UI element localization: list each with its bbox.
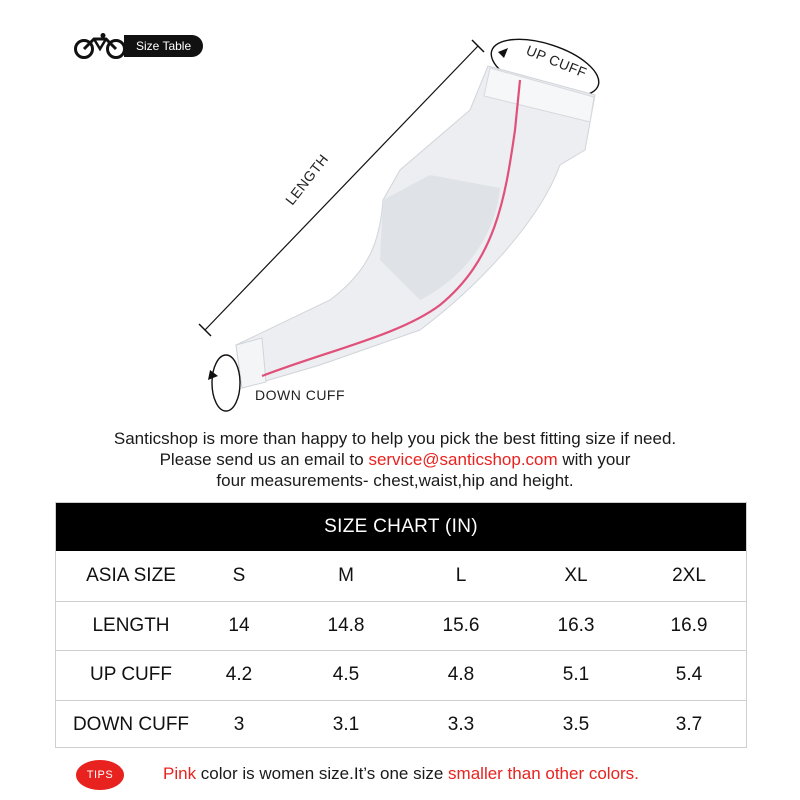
size-chart-row-label: LENGTH — [92, 614, 170, 636]
tips-middle: color is women size.It’s one size — [196, 764, 449, 783]
size-chart-cell: 2XL — [672, 564, 706, 586]
email-link[interactable]: service@santicshop.com — [368, 450, 558, 469]
size-chart-cell: L — [455, 564, 467, 586]
size-chart-cell: XL — [564, 564, 588, 586]
intro-text — [0, 428, 790, 491]
intro-line-2-end: with your — [557, 450, 631, 469]
up-cuff-label: UP CUFF — [524, 42, 590, 81]
size-chart-cell: 4.5 — [332, 664, 360, 686]
size-chart-cell: 3.1 — [332, 713, 360, 735]
size-chart-cell: 14.8 — [327, 614, 365, 636]
length-label: LENGTH — [282, 150, 332, 208]
size-chart-row — [56, 551, 746, 601]
intro-line-2-start: Please send us an email to — [159, 450, 369, 469]
size-chart-cell: 5.4 — [675, 664, 703, 686]
size-chart-cell: 3.7 — [675, 713, 703, 735]
size-chart-cell: 3 — [233, 713, 245, 735]
size-chart-cell: 4.2 — [225, 664, 253, 686]
size-chart-row — [56, 700, 746, 750]
size-chart-rows — [56, 551, 746, 749]
size-chart-title: SIZE CHART (IN) — [56, 503, 746, 551]
size-chart-cell: 16.3 — [557, 614, 595, 636]
intro-line-2 — [0, 449, 790, 470]
intro-line-3: four measurements- chest,waist,hip and height. — [216, 471, 574, 490]
size-chart-cell: 15.6 — [442, 614, 480, 636]
size-chart-row — [56, 601, 746, 651]
size-table-label: Size Table — [124, 35, 203, 57]
size-chart-row-label: ASIA SIZE — [86, 564, 176, 586]
down-cuff-measure — [208, 355, 240, 411]
size-chart-cell: 16.9 — [670, 614, 708, 636]
size-chart-row — [56, 650, 746, 700]
size-chart-row-label: DOWN CUFF — [72, 713, 190, 735]
size-chart-cell: 4.8 — [447, 664, 475, 686]
intro-line-1: Santicshop is more than happy to help you pick the best fitting size if need. — [113, 429, 677, 448]
tips-badge: TIPS — [76, 760, 124, 790]
size-chart-cell: 3.3 — [447, 713, 475, 735]
down-cuff-label: DOWN CUFF — [255, 387, 346, 403]
size-chart-row-label: UP CUFF — [90, 664, 172, 686]
sleeve-image — [236, 66, 595, 388]
tips-pink-word: Pink — [163, 764, 197, 783]
size-chart-cell: 14 — [228, 614, 250, 636]
tips-emphasis: smaller than other colors. — [448, 764, 639, 783]
size-chart-cell: M — [338, 564, 354, 586]
tips-text — [163, 764, 639, 784]
size-chart-cell: 3.5 — [562, 713, 590, 735]
size-chart-table — [55, 502, 747, 748]
size-chart-cell: S — [232, 564, 246, 586]
size-chart-cell: 5.1 — [562, 664, 590, 686]
